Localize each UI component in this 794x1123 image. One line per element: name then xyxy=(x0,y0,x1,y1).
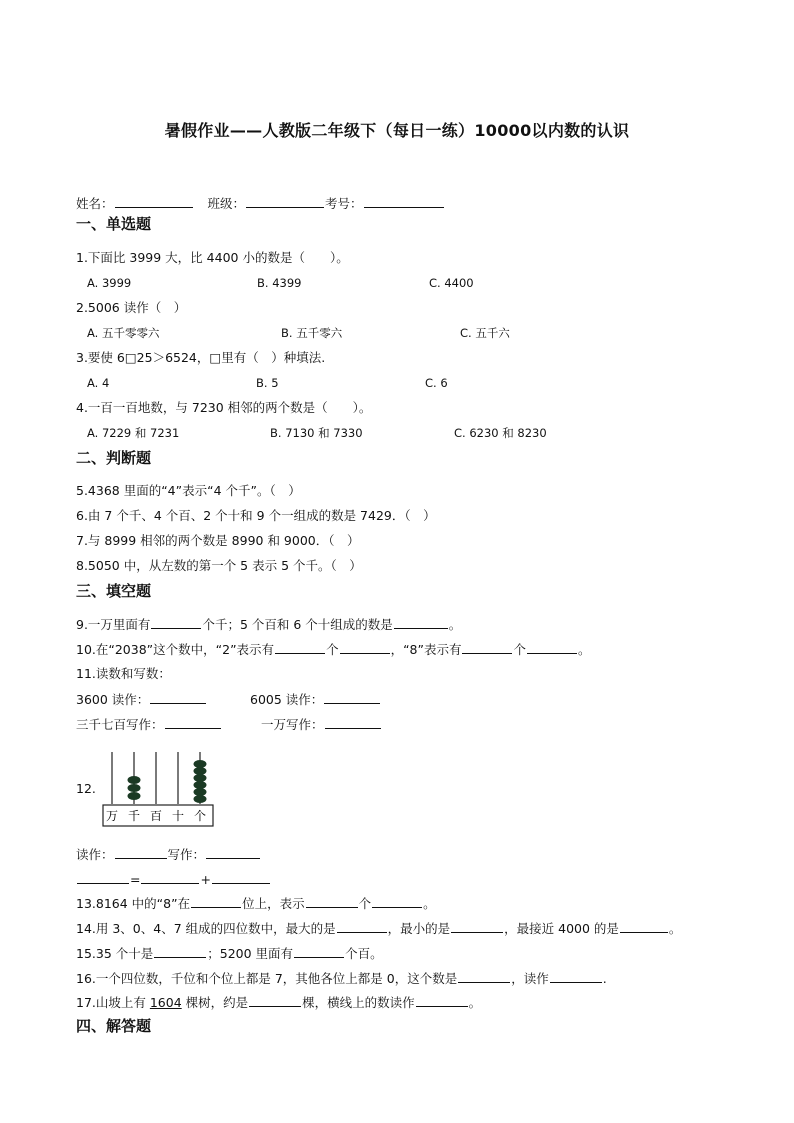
q13-text: 位上，表示 xyxy=(242,896,305,911)
q14-text: ，最小的是 xyxy=(387,921,451,936)
q10-text: ，“8”表示有 xyxy=(390,642,462,657)
answer-blank[interactable] xyxy=(151,616,201,629)
answer-blank[interactable] xyxy=(191,895,241,908)
answer-blank[interactable] xyxy=(451,920,503,933)
answer-blank[interactable] xyxy=(550,970,602,983)
answer-blank[interactable] xyxy=(249,994,301,1007)
q16-text: 16.一个四位数，千位和个位上都是 7，其他各位上都是 0，这个数是 xyxy=(76,971,458,986)
section-heading: 一、单选题 xyxy=(76,215,152,233)
q11-label: 3600 读作： xyxy=(76,692,150,707)
q11-label: 6005 读作： xyxy=(250,692,324,707)
q15-text: 15.35 个十是 xyxy=(76,946,154,961)
q12-write-label: 写作： xyxy=(167,847,206,862)
q2-option-c[interactable]: C. 五千六 xyxy=(460,326,510,340)
question-4: 4.一百一百地数，与 7230 相邻的两个数是（ ）。 xyxy=(76,400,372,415)
q15-text: 个百。 xyxy=(345,946,383,961)
q10-text: 个 xyxy=(326,642,339,657)
q13-text: 。 xyxy=(423,896,436,911)
abacus-label-bai: 百 xyxy=(149,809,163,823)
q17-text: 棵树，约是 xyxy=(181,995,249,1010)
section-heading: 四、解答题 xyxy=(76,1017,152,1035)
q17-text: 。 xyxy=(468,995,482,1010)
q12-read-write-row xyxy=(76,846,261,863)
q9-text: 9.一万里面有 xyxy=(76,617,151,632)
answer-blank[interactable] xyxy=(340,641,390,654)
answer-blank[interactable] xyxy=(150,691,206,704)
answer-blank[interactable] xyxy=(462,641,512,654)
answer-blank[interactable] xyxy=(165,716,221,729)
equals-sign: = xyxy=(130,872,141,887)
question-15 xyxy=(76,945,383,962)
class-label: 班级： xyxy=(207,196,245,211)
answer-blank[interactable] xyxy=(275,641,325,654)
exam-label: 考号： xyxy=(325,196,363,211)
answer-blank[interactable] xyxy=(115,846,167,859)
question-16 xyxy=(76,970,607,987)
answer-blank[interactable] xyxy=(394,616,448,629)
q17-text: 棵，横线上的数读作 xyxy=(302,995,415,1010)
question-14 xyxy=(76,920,681,937)
class-blank[interactable] xyxy=(246,195,324,208)
q1-option-b[interactable]: B. 4399 xyxy=(257,276,302,290)
q3-option-a[interactable]: A. 4 xyxy=(87,376,110,390)
plus-sign: + xyxy=(200,872,211,887)
question-6: 6.由 7 个千、4 个百、2 个十和 9 个一组成的数是 7429．（ ） xyxy=(76,508,436,523)
q4-option-c[interactable]: C. 6230 和 8230 xyxy=(454,426,547,440)
section-heading: 三、填空题 xyxy=(76,582,152,600)
abacus-label-ge: 个 xyxy=(193,809,207,823)
q11-row-2a xyxy=(76,716,222,733)
q3-option-b[interactable]: B. 5 xyxy=(256,376,279,390)
answer-blank[interactable] xyxy=(325,716,381,729)
q10-text: 。 xyxy=(578,642,591,657)
q11-row-1a xyxy=(76,691,207,708)
q11-label: 一万写作： xyxy=(261,717,324,732)
q11-label: 三千七百写作： xyxy=(76,717,164,732)
q12-read-label: 读作： xyxy=(76,847,114,862)
question-11: 11.读数和写数： xyxy=(76,666,171,681)
q10-text: 10.在“2038”这个数中，“2”表示有 xyxy=(76,642,275,657)
question-13 xyxy=(76,895,436,912)
abacus-image xyxy=(102,748,214,828)
answer-blank[interactable] xyxy=(294,945,344,958)
q1-option-a[interactable]: A. 3999 xyxy=(87,276,132,290)
q10-text: 个 xyxy=(513,642,526,657)
page-title: 暑假作业——人教版二年级下（每日一练）10000以内数的认识 xyxy=(164,121,630,140)
answer-blank[interactable] xyxy=(324,691,380,704)
q11-row-2b xyxy=(261,716,382,733)
answer-blank[interactable] xyxy=(416,994,468,1007)
answer-blank[interactable] xyxy=(458,970,510,983)
q12-equation-row xyxy=(76,871,271,888)
question-9 xyxy=(76,616,461,633)
section-heading: 二、判断题 xyxy=(76,449,152,467)
abacus-label-wan: 万 xyxy=(105,809,119,823)
q4-option-b[interactable]: B. 7130 和 7330 xyxy=(270,426,363,440)
question-17 xyxy=(76,994,481,1011)
q13-text: 13.8164 中的“8”在 xyxy=(76,896,191,911)
question-5: 5.4368 里面的“4”表示“4 个千”。（ ） xyxy=(76,483,301,498)
q14-text: ，最接近 4000 的是 xyxy=(504,921,619,936)
answer-blank[interactable] xyxy=(337,920,387,933)
q9-text: 。 xyxy=(448,617,462,632)
answer-blank[interactable] xyxy=(154,945,206,958)
q4-option-a[interactable]: A. 7229 和 7231 xyxy=(87,426,180,440)
name-label: 姓名： xyxy=(76,196,114,211)
question-12-number: 12. xyxy=(76,781,96,796)
name-blank[interactable] xyxy=(115,195,193,208)
student-info-row xyxy=(76,195,445,212)
q14-text: 14.用 3、0、4、7 组成的四位数中，最大的是 xyxy=(76,921,336,936)
answer-blank[interactable] xyxy=(306,895,358,908)
q16-text: ，读作 xyxy=(511,971,549,986)
q17-text: 17.山坡上有 xyxy=(76,995,150,1010)
exam-number-blank[interactable] xyxy=(364,195,444,208)
q1-option-c[interactable]: C. 4400 xyxy=(429,276,474,290)
answer-blank[interactable] xyxy=(212,871,270,884)
abacus-label-qian: 千 xyxy=(127,809,141,823)
answer-blank[interactable] xyxy=(206,846,260,859)
q2-option-a[interactable]: A. 五千零零六 xyxy=(87,326,160,340)
q13-text: 个 xyxy=(358,896,372,911)
question-8: 8.5050 中，从左数的第一个 5 表示 5 个千。（ ） xyxy=(76,558,362,573)
answer-blank[interactable] xyxy=(141,871,199,884)
q14-text: 。 xyxy=(668,921,682,936)
q11-row-1b xyxy=(250,691,381,708)
answer-blank[interactable] xyxy=(527,641,577,654)
answer-blank[interactable] xyxy=(620,920,668,933)
question-10 xyxy=(76,641,591,658)
question-3: 3.要使 6□25＞6524，□里有（ ）种填法. xyxy=(76,350,326,365)
underlined-number: 1604 xyxy=(149,995,182,1010)
answer-blank[interactable] xyxy=(372,895,422,908)
question-1: 1.下面比 3999 大，比 4400 小的数是（ ）。 xyxy=(76,250,349,265)
abacus-label-shi: 十 xyxy=(171,809,185,823)
q9-text: 个千；5 个百和 6 个十组成的数是 xyxy=(202,617,393,632)
q16-text: . xyxy=(602,971,607,986)
q15-text: ；5200 里面有 xyxy=(207,946,294,961)
answer-blank[interactable] xyxy=(77,871,129,884)
question-2: 2.5006 读作（ ） xyxy=(76,300,187,315)
q2-option-b[interactable]: B. 五千零六 xyxy=(281,326,343,340)
question-7: 7.与 8999 相邻的两个数是 8990 和 9000．（ ） xyxy=(76,533,360,548)
q3-option-c[interactable]: C. 6 xyxy=(425,376,448,390)
